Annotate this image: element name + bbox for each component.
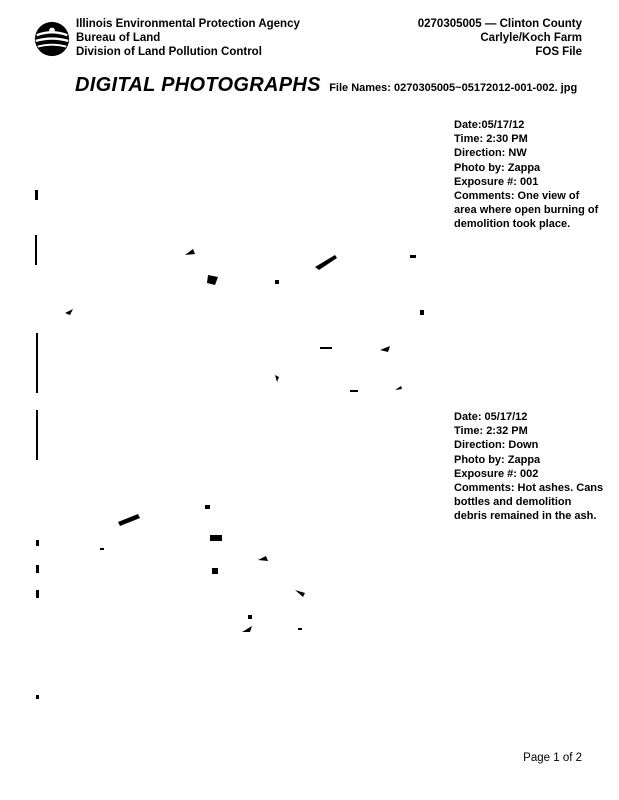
division-name: Division of Land Pollution Control: [76, 46, 262, 58]
file-info-block: [418, 17, 582, 59]
photo-001-details: [454, 118, 604, 232]
photo-001-date: Date:05/17/12: [454, 119, 525, 131]
photo-002: [30, 410, 440, 710]
title-row: [75, 74, 577, 97]
photo-001-exposure: Exposure #: 001: [454, 175, 539, 188]
photo-002-photographer: Photo by: Zappa: [454, 453, 541, 466]
iepa-logo-icon: [33, 20, 71, 58]
file-id-county: 0270305005 — Clinton County: [417, 18, 582, 30]
file-names: File Names: 0270305005~05172012-001-002. jpg: [329, 82, 578, 94]
photo-002-direction: Direction: Down: [454, 439, 539, 452]
photo-001-time: Time: 2:30 PM: [454, 133, 528, 146]
page-title: DIGITAL PHOTOGRAPHS: [75, 74, 321, 96]
site-name: Carlyle/Koch Farm: [480, 32, 582, 44]
photo-001-comments: Comments: One view of area where open burning of demolition took place.: [454, 190, 599, 231]
photo-002-date: Date: 05/17/12: [454, 411, 528, 423]
agency-name: Illinois Environmental Protection Agency: [76, 18, 300, 30]
photo-002-details: [454, 410, 604, 524]
photo-002-comments: Comments: Hot ashes. Cans bottles and demolition debris remained in the ash.: [454, 482, 604, 523]
photo-001: [30, 185, 440, 400]
photo-001-photographer: Photo by: Zappa: [454, 161, 541, 174]
photo-002-time: Time: 2:32 PM: [454, 425, 528, 438]
photo-001-direction: Direction: NW: [454, 147, 527, 160]
agency-block: [76, 17, 300, 59]
bureau-name: Bureau of Land: [76, 32, 161, 44]
page-number: Page 1 of 2: [523, 752, 582, 764]
photo-002-exposure: Exposure #: 002: [454, 467, 539, 480]
file-type: FOS File: [535, 46, 582, 58]
